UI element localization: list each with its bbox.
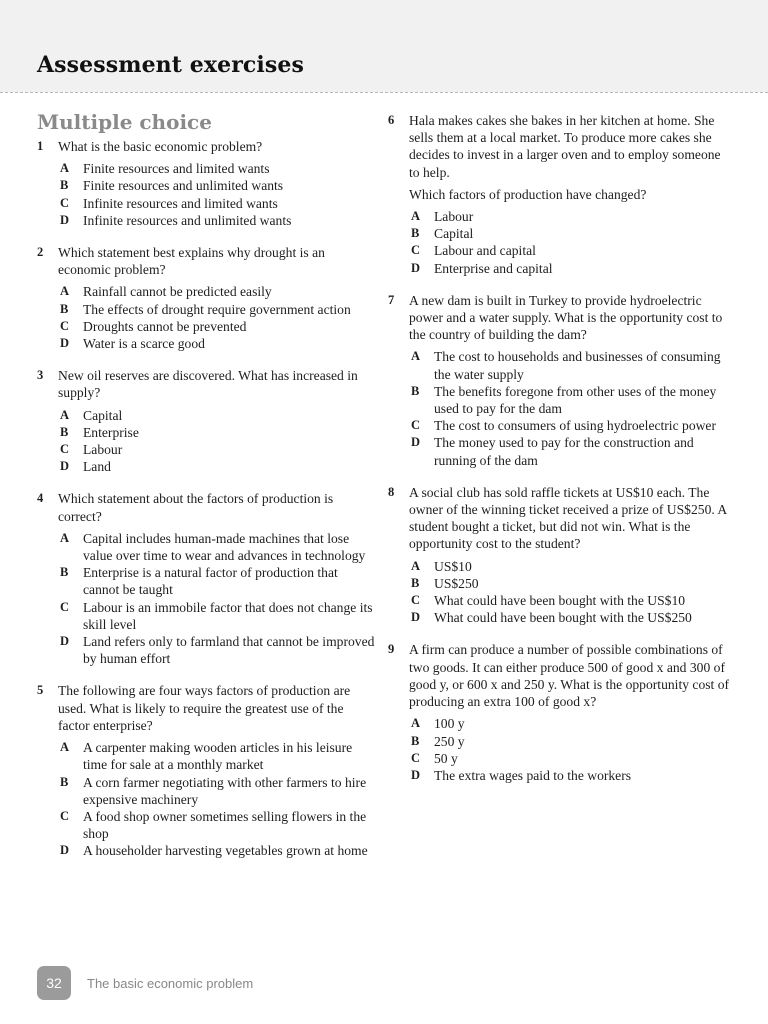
option-text: Capital includes human-made machines that lose value over time to wear and advances in technology [83,530,366,564]
option-letter: D [411,260,421,275]
option-letter: C [411,593,421,608]
option-text: Labour and capital [434,243,536,259]
option-text: US$10 [434,558,472,574]
option-text: A carpenter making wooden articles in his leisure time for sale at a monthly market [83,740,353,773]
option-letter: A [411,558,421,573]
question-number: 9 [388,642,395,657]
option-letter: A [60,161,70,176]
page-number: 32 [37,966,71,1000]
option-text: 100 y [434,716,465,732]
option-letter: A [60,284,70,299]
option-text: The extra wages paid to the workers [434,767,632,783]
answer-options [58,283,375,352]
option-letter: C [60,599,70,614]
question-text: Which factors of production have changed? [409,186,647,202]
answer-option [58,424,375,441]
option-text: The money used to pay for the construction and running of the dam [434,435,694,468]
answer-option [58,599,375,633]
question-stem [58,490,375,524]
answer-option [58,530,375,564]
left-column [37,138,375,875]
answer-option [58,212,375,229]
option-text: Labour is an immobile factor that does not change its skill level [83,599,373,632]
question-text: A firm can produce a number of possible combinations of two goods. It can either produce 500 of good x and 300 of good y, or 600 x and 250 y. What is the opportunity cost of producing an extra 100 of good x? [409,642,730,710]
answer-option [58,633,375,667]
answer-options [409,208,730,277]
option-text: A householder harvesting vegetables grown at home [83,843,368,859]
option-text: The cost to consumers of using hydroelectric power [434,418,716,434]
option-text: Capital [434,226,474,242]
answer-option [58,160,375,177]
question-number: 4 [37,491,44,506]
option-letter: B [60,565,69,580]
answer-options [409,348,730,468]
option-letter: C [60,195,70,210]
answer-option [409,225,730,242]
question-text: Hala makes cakes she bakes in her kitchen at home. She sells them at a local market. To produce more cakes she decides to invest in a larger oven and to employ someone to help. [409,113,721,180]
question-stem [409,112,730,203]
answer-option [409,767,730,784]
option-letter: B [411,226,420,241]
option-text: 250 y [434,733,465,749]
option-letter: B [60,774,69,789]
answer-option [58,177,375,194]
question-text: The following are four ways factors of production are used. What is likely to require the greatest use of the factor enterprise? [58,683,351,733]
question-7 [388,292,730,469]
option-letter: C [411,750,421,765]
option-text: What could have been bought with the US$250 [434,610,692,626]
option-letter: A [60,740,70,755]
option-letter: D [60,634,70,649]
question-5 [37,682,375,859]
option-text: Capital [83,407,123,423]
answer-option [58,808,375,842]
option-text: The benefits foregone from other uses of the money used to pay for the dam [434,383,717,417]
option-letter: B [411,383,420,398]
option-letter: B [60,424,69,439]
answer-option [409,592,730,609]
option-letter: C [60,808,70,823]
answer-options [409,715,730,784]
option-text: Land refers only to farmland that cannot be improved by human effort [83,634,375,667]
option-letter: B [60,178,69,193]
question-8 [388,484,730,627]
option-text: Enterprise and capital [434,260,553,276]
right-column [388,112,730,799]
answer-option [58,739,375,773]
option-letter: D [60,459,70,474]
question-stem [409,292,730,344]
option-letter: A [411,716,421,731]
option-text: The effects of drought require government action [83,301,351,317]
option-text: US$250 [434,575,479,591]
question-number: 2 [37,245,44,260]
answer-options [58,407,375,476]
section-title: Multiple choice [37,110,212,134]
answer-option [58,774,375,808]
option-letter: D [411,767,421,782]
answer-options [58,160,375,229]
question-number: 8 [388,484,395,499]
header-band [0,0,768,92]
question-number: 1 [37,139,44,153]
answer-option [409,558,730,575]
answer-option [409,242,730,259]
question-number: 3 [37,368,44,383]
answer-option [409,750,730,767]
option-text: Labour [83,442,123,458]
option-letter: A [411,349,421,364]
question-9 [388,641,730,784]
answer-options [409,558,730,627]
answer-option [58,335,375,352]
option-text: The cost to households and businesses of consuming the water supply [434,349,721,382]
option-text: Land [83,459,111,475]
answer-option [409,434,730,468]
chapter-label: The basic economic problem [87,975,254,991]
answer-option [409,733,730,750]
option-text: A corn farmer negotiating with other farmers to hire expensive machinery [83,774,367,807]
option-text: Water is a scarce good [83,336,205,352]
question-4 [37,490,375,667]
option-letter: C [60,442,70,457]
option-letter: C [411,243,421,258]
option-letter: D [60,212,70,227]
question-stem [58,138,375,155]
question-6 [388,112,730,277]
option-letter: A [60,530,70,545]
answer-option [58,842,375,859]
question-stem [58,367,375,401]
option-letter: A [60,407,70,422]
option-letter: B [60,301,69,316]
question-number: 6 [388,113,395,127]
answer-option [58,195,375,212]
option-text: 50 y [434,750,458,766]
option-letter: D [411,610,421,625]
question-2 [37,244,375,352]
answer-option [409,260,730,277]
answer-option [58,564,375,598]
answer-option [58,458,375,475]
option-letter: C [60,318,70,333]
answer-option [409,417,730,434]
answer-option [58,441,375,458]
answer-options [58,530,375,668]
dashed-divider [0,92,768,93]
page-title: Assessment exercises [37,52,304,78]
option-letter: D [60,843,70,858]
answer-option [409,383,730,417]
question-text: What is the basic economic problem? [58,139,263,154]
answer-options [58,739,375,859]
option-text: Enterprise is a natural factor of production that cannot be taught [83,565,338,598]
question-text: A social club has sold raffle tickets at US$10 each. The owner of the winning ticket received a prize of US$250. A student bought a ticket, but did not win. What is the opportunity cost to the student? [409,484,727,552]
option-text: Labour [434,209,474,225]
page-footer [37,966,253,1000]
question-text: Which statement best explains why drought is an economic problem? [58,245,325,278]
option-letter: A [411,209,421,224]
option-text: Infinite resources and unlimited wants [83,212,292,228]
answer-option [58,407,375,424]
option-letter: D [411,435,421,450]
question-stem [409,641,730,710]
option-text: A food shop owner sometimes selling flowers in the shop [83,808,367,842]
option-letter: B [411,733,420,748]
answer-option [409,715,730,732]
option-letter: D [60,336,70,351]
question-text: A new dam is built in Turkey to provide hydroelectric power and a water supply. What is the opportunity cost to the country of building the dam? [409,292,723,343]
question-number: 7 [388,292,395,307]
answer-option [409,575,730,592]
option-letter: C [411,418,421,433]
question-1 [37,138,375,229]
option-text: What could have been bought with the US$10 [434,593,686,609]
answer-option [409,208,730,225]
option-letter: B [411,575,420,590]
answer-option [58,301,375,318]
question-text: Which statement about the factors of production is correct? [58,491,334,524]
option-text: Enterprise [83,424,139,440]
option-text: Rainfall cannot be predicted easily [83,284,272,300]
question-text: New oil reserves are discovered. What has increased in supply? [58,368,358,401]
question-stem [58,244,375,278]
question-stem [58,682,375,734]
answer-option [409,348,730,382]
option-text: Droughts cannot be prevented [83,318,247,334]
option-text: Finite resources and unlimited wants [83,178,284,194]
option-text: Finite resources and limited wants [83,161,270,177]
question-stem [409,484,730,553]
answer-option [58,318,375,335]
option-text: Infinite resources and limited wants [83,195,278,211]
answer-option [409,609,730,626]
answer-option [58,283,375,300]
question-3 [37,367,375,475]
question-number: 5 [37,683,44,698]
